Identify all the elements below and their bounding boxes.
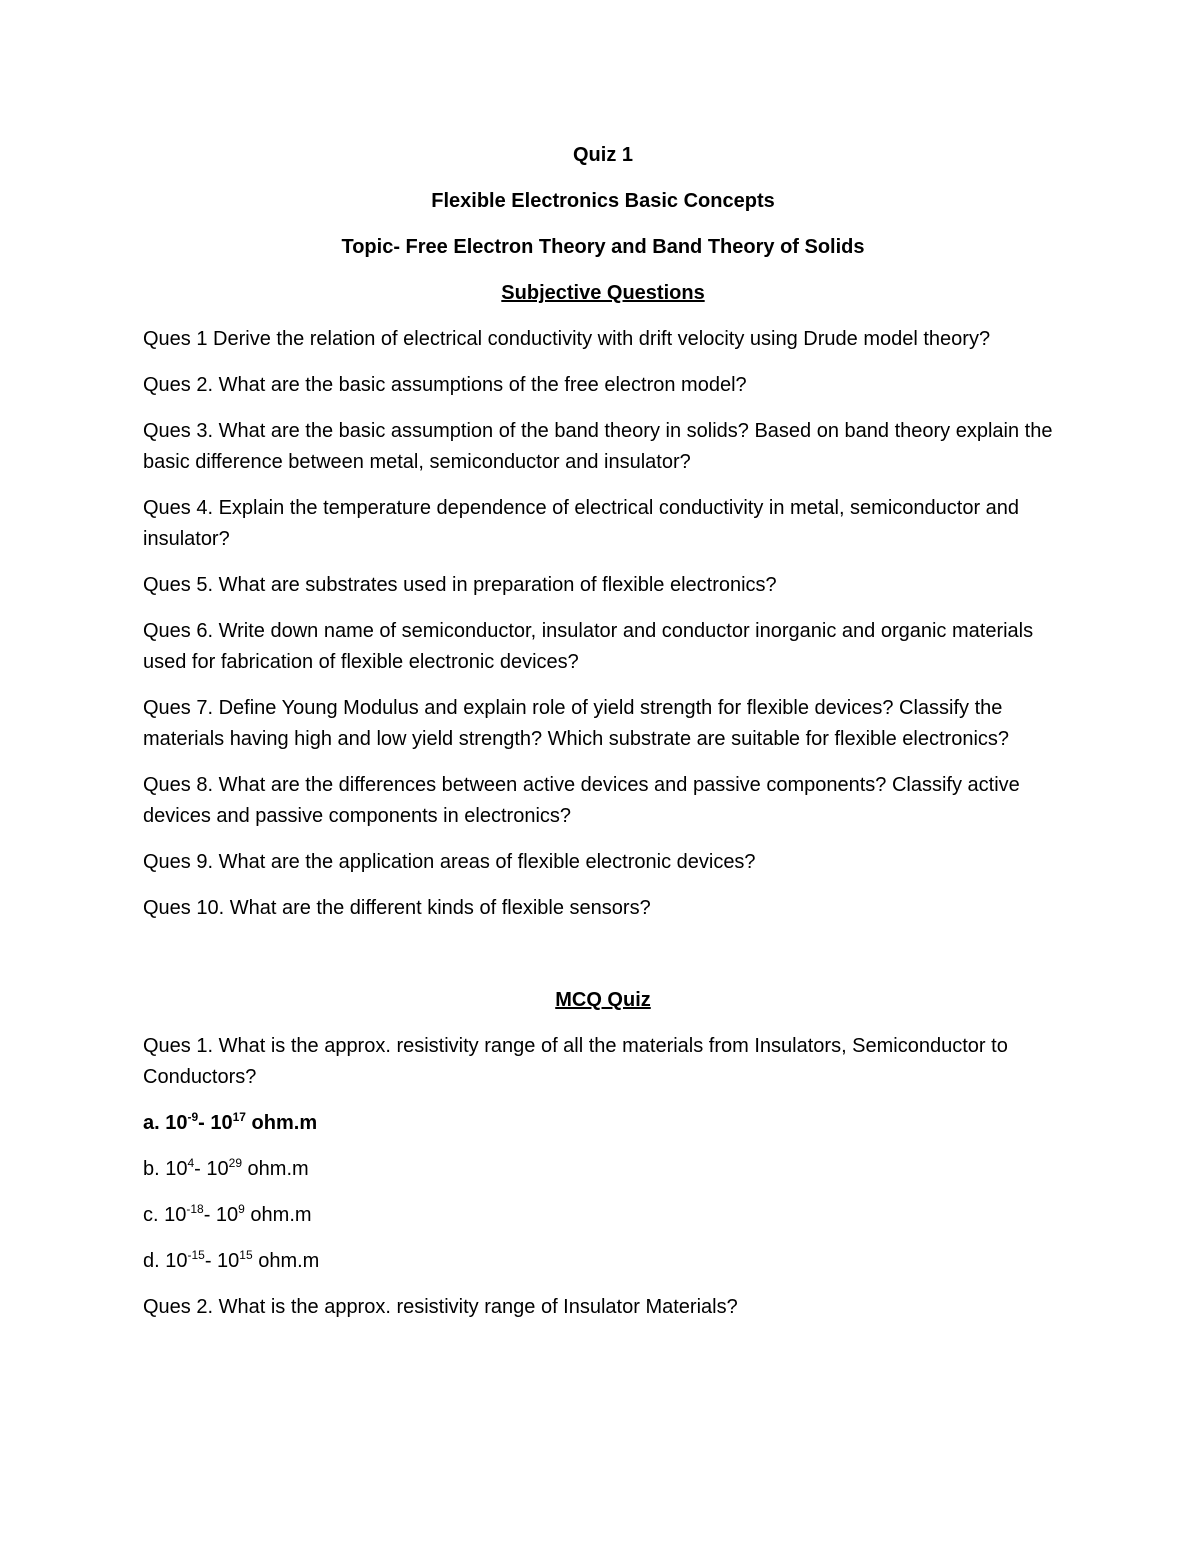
mcq-option-d (143, 1246, 1063, 1277)
subjective-question-10: Ques 10. What are the different kinds of flexible sensors? (143, 897, 651, 919)
option-c-separator: - 10 (203, 1204, 239, 1226)
option-d-unit: ohm.m (252, 1250, 320, 1272)
option-b-exponent-low: 4 (187, 1156, 195, 1170)
mcq-question-1: Ques 1. What is the approx. resistivity range of all the materials from Insulators, Semiconductor to Conductors? (143, 1035, 1008, 1088)
option-d-exponent-high: 15 (239, 1248, 253, 1262)
mcq-heading: MCQ Quiz (555, 989, 651, 1011)
option-c-exponent-low: -18 (186, 1202, 204, 1216)
topic-title: Topic- Free Electron Theory and Band Theory of Solids (341, 236, 865, 258)
option-c-base: c. 10 (143, 1204, 187, 1226)
subjective-heading: Subjective Questions (501, 282, 705, 304)
subjective-question-7: Ques 7. Define Young Modulus and explain role of yield strength for flexible devices? Classify the materials having high and low yield strength? Which substrate are suitable for flexible electronics? (143, 697, 1010, 750)
option-a-base: a. 10 (143, 1112, 188, 1134)
option-c-unit: ohm.m (244, 1204, 312, 1226)
document-content (143, 140, 1063, 1338)
option-b-unit: ohm.m (242, 1158, 309, 1180)
option-a-unit: ohm.m (245, 1112, 318, 1134)
subjective-question-6: Ques 6. Write down name of semiconductor, insulator and conductor inorganic and organic materials used for fabrication of flexible electronic devices? (143, 620, 1034, 673)
subjective-question-4: Ques 4. Explain the temperature dependence of electrical conductivity in metal, semiconductor and insulator? (143, 497, 1020, 550)
subjective-question-2: Ques 2. What are the basic assumptions of the free electron model? (143, 374, 747, 396)
option-a-separator: - 10 (198, 1112, 233, 1134)
section-spacer (143, 939, 1063, 985)
subjective-question-3: Ques 3. What are the basic assumption of the band theory in solids? Based on band theory explain the basic difference between metal, semiconductor and insulator? (143, 420, 1053, 473)
subjective-question-1: Ques 1 Derive the relation of electrical conductivity with drift velocity using Drude model theory? (143, 328, 991, 350)
course-title: Flexible Electronics Basic Concepts (431, 190, 775, 212)
subjective-question-8: Ques 8. What are the differences between active devices and passive components? Classify active devices and passive components in electronics? (143, 774, 1020, 827)
subjective-question-5: Ques 5. What are substrates used in preparation of flexible electronics? (143, 574, 777, 596)
option-d-exponent-low: -15 (187, 1248, 205, 1262)
option-d-separator: - 10 (204, 1250, 240, 1272)
mcq-option-c (143, 1200, 1063, 1231)
quiz-title: Quiz 1 (572, 144, 633, 166)
option-d-base: d. 10 (143, 1250, 188, 1272)
mcq-option-b (143, 1154, 1063, 1185)
mcq-option-a (143, 1108, 1063, 1139)
option-a-exponent-high: 17 (232, 1110, 246, 1124)
option-c-exponent-high: 9 (238, 1202, 245, 1216)
mcq-question-2: Ques 2. What is the approx. resistivity range of Insulator Materials? (143, 1296, 738, 1318)
option-b-separator: - 10 (194, 1158, 229, 1180)
option-a-exponent-low: -9 (187, 1110, 199, 1124)
option-b-exponent-high: 29 (228, 1156, 242, 1170)
option-b-base: b. 10 (143, 1158, 188, 1180)
subjective-question-9: Ques 9. What are the application areas of flexible electronic devices? (143, 851, 756, 873)
